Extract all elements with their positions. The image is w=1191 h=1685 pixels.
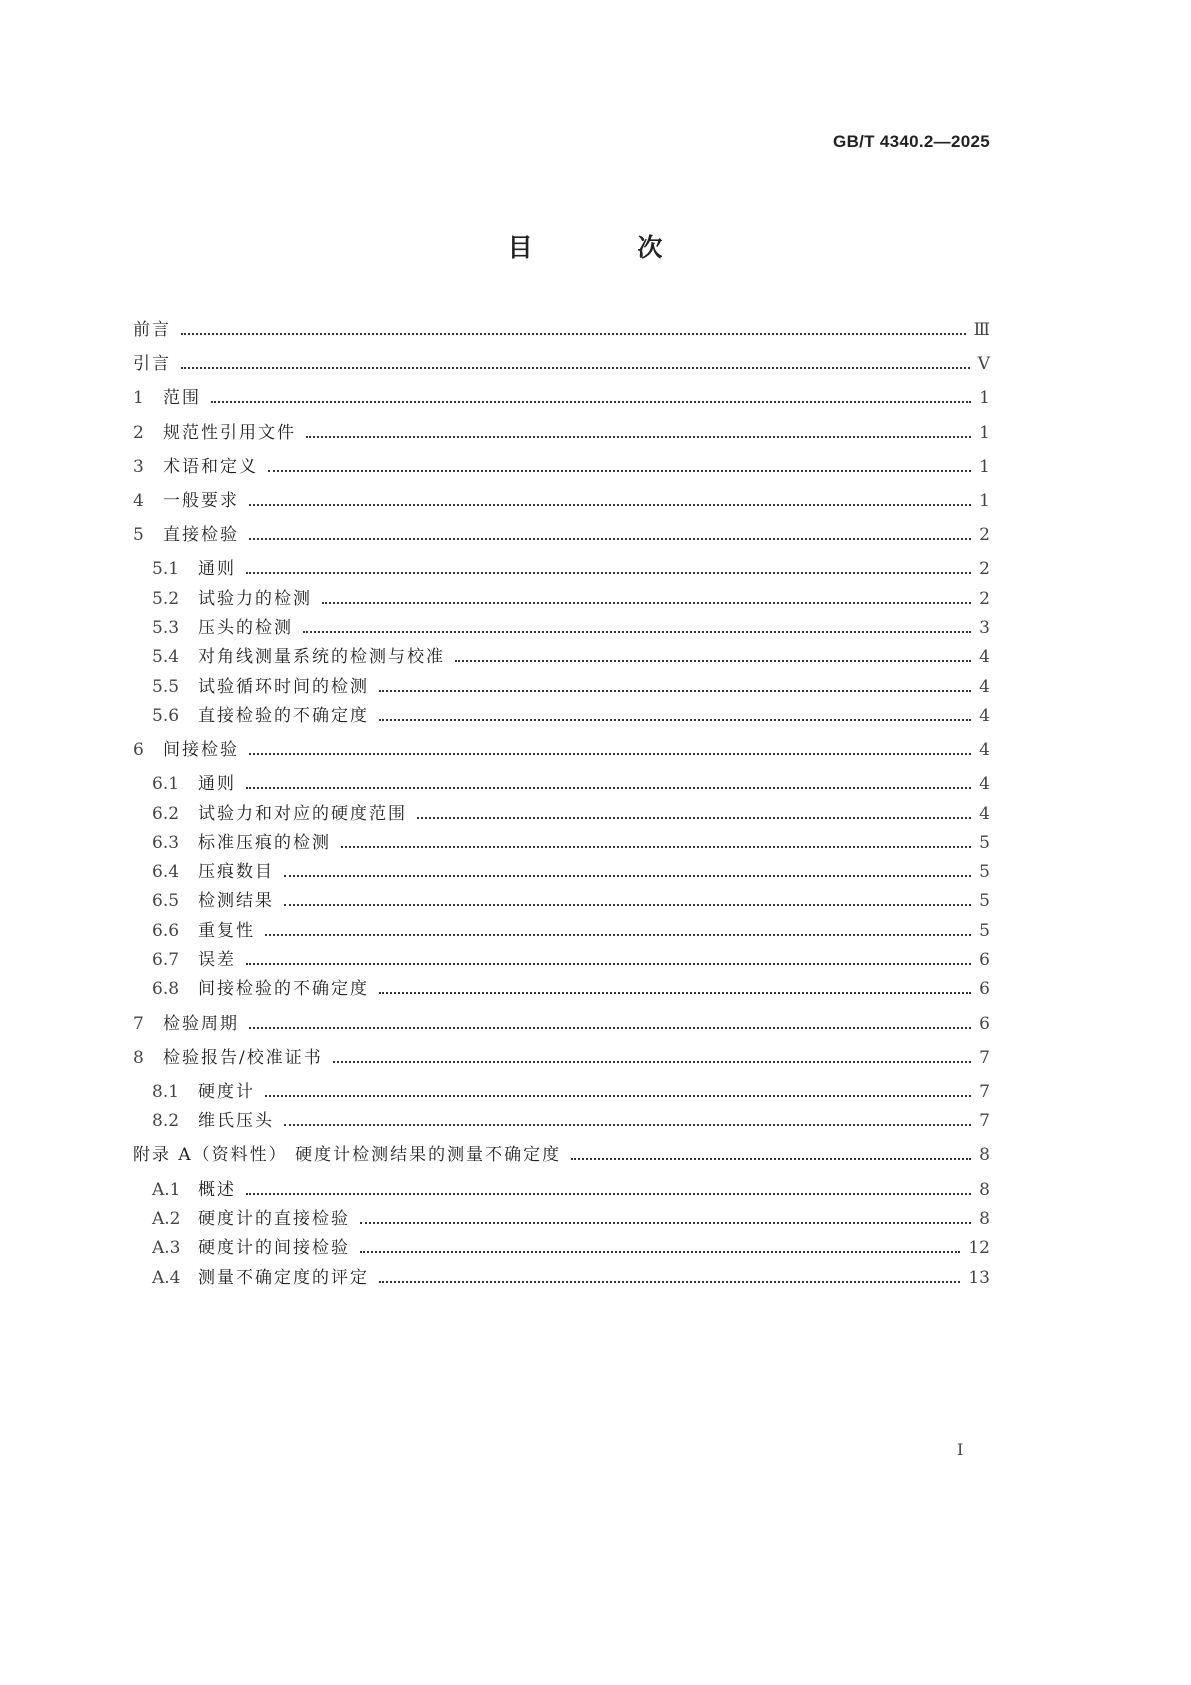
dot-leader	[181, 333, 966, 335]
dot-leader	[246, 963, 971, 965]
toc-entry-number: 1	[133, 388, 144, 408]
toc-entry-label: 试验循环时间的检测	[198, 677, 369, 697]
toc-entry-page: 4	[979, 804, 990, 824]
toc-entry-number: 6.4	[152, 862, 180, 882]
toc-entry[interactable]	[152, 645, 990, 669]
toc-entry-number: 6.6	[152, 921, 180, 941]
toc-entry-label: 间接检验的不确定度	[198, 979, 369, 999]
toc-entry-label: 前言	[133, 320, 171, 340]
toc-entry-number: 2	[133, 423, 144, 443]
toc-entry-page: 5	[979, 833, 990, 853]
page-title: 目 次	[507, 233, 711, 262]
toc-entry-label: 检测结果	[198, 891, 274, 911]
toc-entry-label: 试验力和对应的硬度范围	[198, 804, 407, 824]
dot-leader	[246, 787, 971, 789]
toc-entry-page: 1	[979, 388, 990, 408]
toc-entry-page: 5	[979, 921, 990, 941]
toc-entry[interactable]	[133, 421, 990, 445]
dot-leader	[249, 1027, 971, 1029]
toc-entry-page: Ⅴ	[977, 354, 990, 374]
dot-leader	[181, 367, 970, 369]
toc-entry-label: 规范性引用文件	[163, 423, 296, 443]
toc-entry-label: 检验周期	[163, 1014, 239, 1034]
toc-entry-page: 4	[979, 740, 990, 760]
toc-entry[interactable]	[152, 557, 990, 581]
toc-entry-label: 术语和定义	[163, 457, 258, 477]
toc-entry-page: 12	[968, 1238, 990, 1258]
toc-entry-label: 压头的检测	[198, 618, 293, 638]
toc-entry-page: 2	[979, 525, 990, 545]
toc-entry-page: 2	[979, 559, 990, 579]
toc-entry-label: 试验力的检测	[198, 589, 312, 609]
toc-entry-label: 间接检验	[163, 740, 239, 760]
toc-entry-page: 3	[979, 618, 990, 638]
toc-entry-page: 8	[979, 1145, 990, 1165]
toc-entry[interactable]	[152, 860, 990, 884]
toc-entry-page: 1	[979, 457, 990, 477]
toc-entry[interactable]	[152, 1236, 990, 1260]
toc-entry[interactable]	[152, 889, 990, 913]
toc-entry[interactable]	[152, 1266, 990, 1290]
toc-entry[interactable]	[152, 977, 990, 1001]
dot-leader	[211, 401, 971, 403]
toc-entry-label: 硬度计	[198, 1082, 255, 1102]
toc-entry[interactable]	[152, 587, 990, 611]
dot-leader	[322, 602, 971, 604]
toc-entry[interactable]	[152, 948, 990, 972]
dot-leader	[303, 631, 971, 633]
toc-entry-number: A.1	[152, 1180, 181, 1200]
standard-number: GB/T 4340.2—2025	[833, 132, 990, 151]
toc-entry[interactable]	[152, 704, 990, 728]
toc-entry-number: A.3	[152, 1238, 181, 1258]
toc-entry-page: Ⅲ	[973, 320, 990, 340]
toc-entry-label: 直接检验的不确定度	[198, 706, 369, 726]
dot-leader	[246, 1193, 971, 1195]
dot-leader	[249, 504, 971, 506]
toc-entry-number: 5.1	[152, 559, 180, 579]
toc-entry[interactable]	[133, 1143, 990, 1167]
toc-entry-number: 4	[133, 491, 144, 511]
toc-entry[interactable]	[152, 1080, 990, 1104]
toc-entry-label: 通则	[198, 774, 236, 794]
toc-entry-page: 13	[968, 1268, 990, 1288]
toc-entry-page: 5	[979, 891, 990, 911]
toc-entry-page: 6	[979, 979, 990, 999]
toc-entry[interactable]	[152, 831, 990, 855]
toc-entry[interactable]	[133, 386, 990, 410]
toc-entry-page: 6	[979, 950, 990, 970]
toc-entry-page: 7	[979, 1111, 990, 1131]
toc-entry-number: A.4	[152, 1268, 181, 1288]
toc-entry-label: 概述	[198, 1180, 236, 1200]
toc-entry-page: 5	[979, 862, 990, 882]
toc-entry-page: 2	[979, 589, 990, 609]
toc-entry-label: 直接检验	[163, 525, 239, 545]
dot-leader	[249, 753, 971, 755]
toc-entry-page: 8	[979, 1209, 990, 1229]
toc-entry-label: 测量不确定度的评定	[198, 1268, 369, 1288]
toc-entry-label: 通则	[198, 559, 236, 579]
toc-entry-number: 5.6	[152, 706, 180, 726]
toc-entry[interactable]	[152, 802, 990, 826]
toc-entry[interactable]	[152, 1178, 990, 1202]
toc-entry[interactable]	[152, 919, 990, 943]
toc-entry-page: 6	[979, 1014, 990, 1034]
dot-leader	[571, 1158, 971, 1160]
toc-entry-number: 8	[133, 1048, 144, 1068]
toc-entry-page: 4	[979, 706, 990, 726]
toc-entry-label: 标准压痕的检测	[198, 833, 331, 853]
toc-entry-number: 7	[133, 1014, 144, 1034]
dot-leader	[455, 660, 971, 662]
toc-entry-number: 6.8	[152, 979, 180, 999]
toc-entry-number: 5.2	[152, 589, 180, 609]
toc-entry-label: 误差	[198, 950, 236, 970]
dot-leader	[284, 1124, 971, 1126]
dot-leader	[265, 1095, 971, 1097]
toc-entry-page: 4	[979, 677, 990, 697]
toc-entry[interactable]	[133, 1012, 990, 1036]
toc-entry-number: 5.4	[152, 647, 180, 667]
toc-entry-number: 5.5	[152, 677, 180, 697]
toc-entry-label: 压痕数目	[198, 862, 274, 882]
dot-leader	[268, 470, 971, 472]
toc-entry[interactable]	[133, 489, 990, 513]
toc-entry-label: 重复性	[198, 921, 255, 941]
toc-entry-number: 8.1	[152, 1082, 180, 1102]
dot-leader	[379, 719, 971, 721]
toc-entry[interactable]	[152, 616, 990, 640]
toc-entry[interactable]	[152, 675, 990, 699]
toc-entry[interactable]	[152, 1207, 990, 1231]
toc-entry-number: 5	[133, 525, 144, 545]
toc-entry-number: 3	[133, 457, 144, 477]
dot-leader	[341, 846, 971, 848]
toc-entry-number: 6	[133, 740, 144, 760]
toc-entry[interactable]	[133, 1046, 990, 1070]
toc-entry-label: 一般要求	[163, 491, 239, 511]
toc-entry[interactable]	[152, 1109, 990, 1133]
toc-entry-page: 1	[979, 423, 990, 443]
toc-entry-label: 检验报告/校准证书	[163, 1048, 323, 1068]
dot-leader	[284, 904, 971, 906]
toc-entry[interactable]	[133, 455, 990, 479]
dot-leader	[379, 992, 971, 994]
toc-entry[interactable]	[133, 738, 990, 762]
dot-leader	[246, 572, 971, 574]
toc-entry-number: 8.2	[152, 1111, 180, 1131]
toc-entry-page: 8	[979, 1180, 990, 1200]
toc-entry-page: 4	[979, 647, 990, 667]
dot-leader	[284, 875, 971, 877]
dot-leader	[265, 934, 971, 936]
toc-entry-label: 附录 A（资料性） 硬度计检测结果的测量不确定度	[133, 1145, 562, 1165]
toc-entry-label: 引言	[133, 354, 171, 374]
page-number: I	[957, 1440, 964, 1459]
toc-entry-label: 维氏压头	[198, 1111, 274, 1131]
dot-leader	[417, 817, 971, 819]
toc-entry-number: 5.3	[152, 618, 180, 638]
toc-entry-page: 7	[979, 1048, 990, 1068]
dot-leader	[360, 1251, 960, 1253]
toc-entry[interactable]	[133, 352, 990, 376]
dot-leader	[379, 1281, 960, 1283]
toc-entry-page: 4	[979, 774, 990, 794]
dot-leader	[249, 538, 971, 540]
toc-entry-label: 范围	[163, 388, 201, 408]
dot-leader	[333, 1061, 971, 1063]
toc-entry-label: 对角线测量系统的检测与校准	[198, 647, 445, 667]
toc-entry[interactable]	[133, 318, 990, 342]
toc-entry-label: 硬度计的直接检验	[198, 1209, 350, 1229]
toc-entry-label: 硬度计的间接检验	[198, 1238, 350, 1258]
toc-entry-number: 6.3	[152, 833, 180, 853]
toc-entry-page: 7	[979, 1082, 990, 1102]
toc-entry-number: 6.7	[152, 950, 180, 970]
toc-entry-number: 6.1	[152, 774, 180, 794]
dot-leader	[306, 436, 971, 438]
dot-leader	[360, 1222, 971, 1224]
toc-entry-number: A.2	[152, 1209, 181, 1229]
toc-entry[interactable]	[133, 523, 990, 547]
dot-leader	[379, 690, 971, 692]
toc-entry[interactable]	[152, 772, 990, 796]
toc-entry-number: 6.5	[152, 891, 180, 911]
toc-entry-page: 1	[979, 491, 990, 511]
toc-entry-number: 6.2	[152, 804, 180, 824]
